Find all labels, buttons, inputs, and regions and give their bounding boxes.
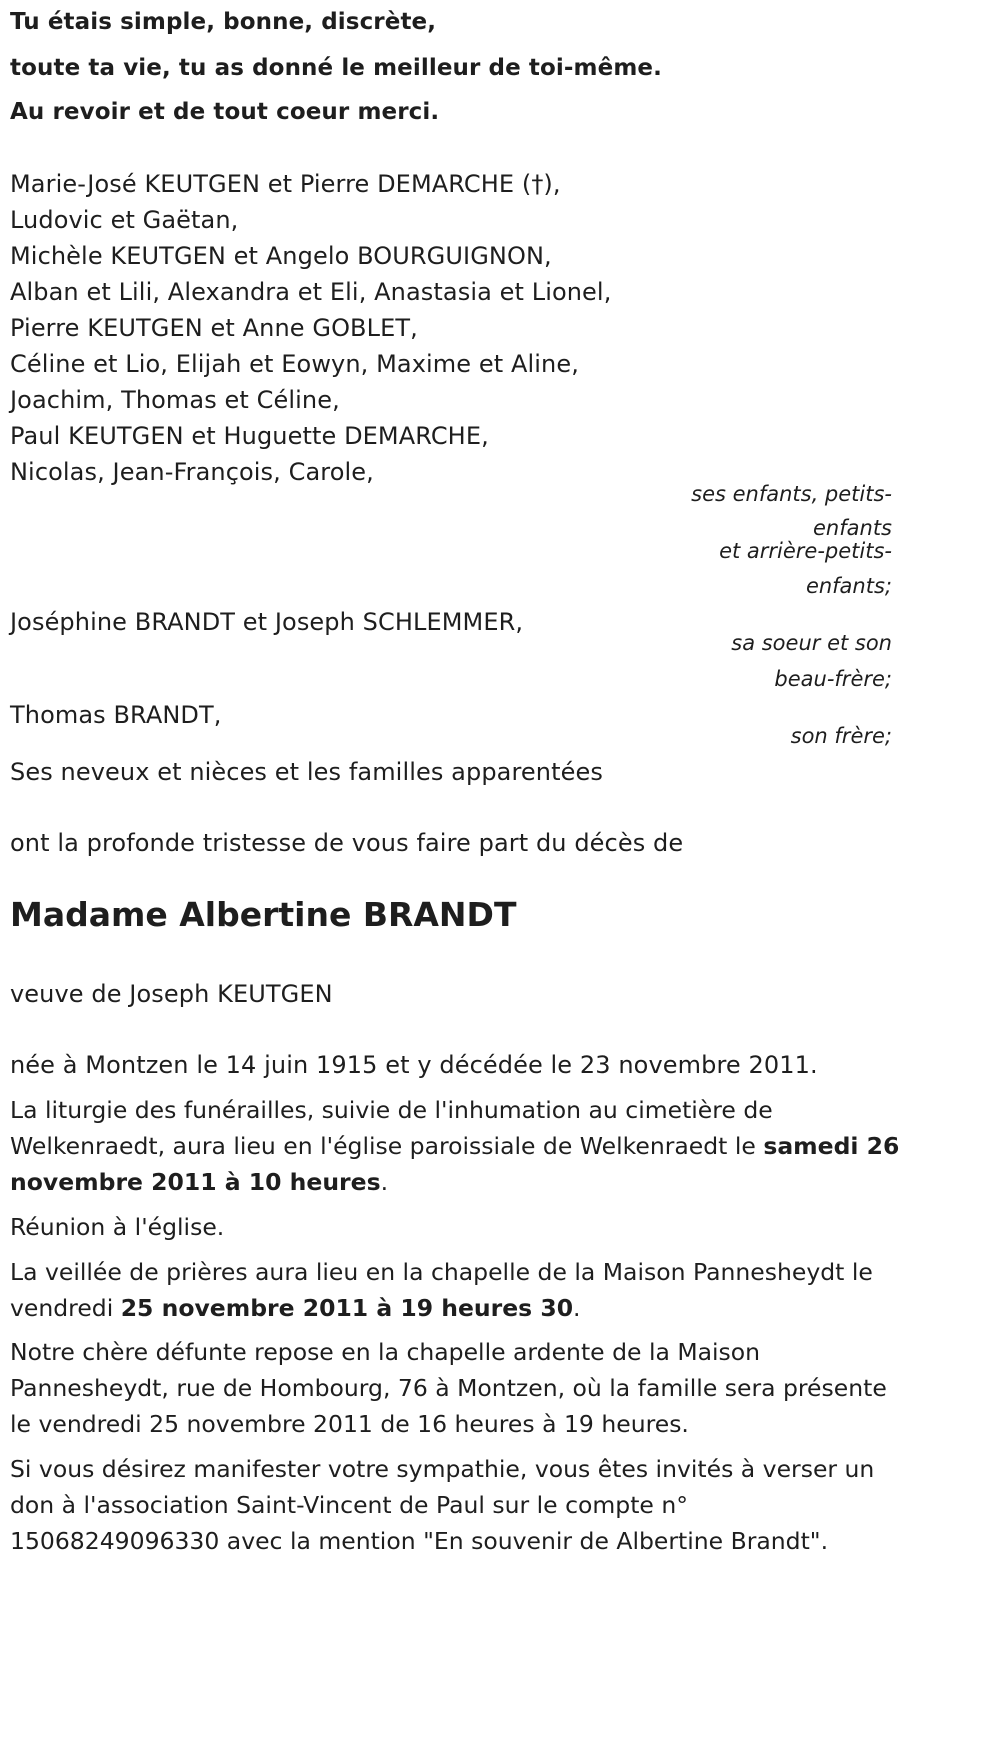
vigil-text: La veillée de prières aura lieu en la chapelle de la Maison Pannesheydt le vendredi: [10, 1258, 873, 1322]
family-line-3: Michèle KEUTGEN et Angelo BOURGUIGNON,: [10, 242, 552, 270]
vigil-end: .: [573, 1294, 581, 1322]
children-relation-4: enfants;: [805, 574, 892, 598]
deceased-name: Madame Albertine BRANDT: [10, 895, 517, 934]
family-line-4: Alban et Lili, Alexandra et Eli, Anastasia et Lionel,: [10, 278, 612, 306]
meeting-text: Réunion à l'église.: [10, 1213, 225, 1241]
family-line-2: Ludovic et Gaëtan,: [10, 206, 239, 234]
children-relation-1: ses enfants, petits-: [691, 482, 892, 506]
family-line-9: Nicolas, Jean-François, Carole,: [10, 458, 374, 486]
intro-line-2: toute ta vie, tu as donné le meilleur de toi-même.: [10, 55, 662, 81]
funeral-end: .: [380, 1168, 389, 1196]
vigil-paragraph: [10, 1254, 900, 1326]
birth-death: née à Montzen le 14 juin 1915 et y décédée le 23 novembre 2011.: [10, 1051, 818, 1079]
sister-relation-1: sa soeur et son: [731, 631, 892, 655]
intro-line-3: Au revoir et de tout coeur merci.: [10, 99, 440, 125]
widow-of: veuve de Joseph KEUTGEN: [10, 980, 333, 1008]
announcement: ont la profonde tristesse de vous faire part du décès de: [10, 829, 684, 857]
funeral-date: samedi 26 novembre 2011 à 10 heures: [10, 1132, 900, 1196]
family-others: Ses neveux et nièces et les familles apparentées: [10, 758, 603, 786]
family-line-1: Marie-José KEUTGEN et Pierre DEMARCHE (†),: [10, 170, 561, 198]
children-relation-3: et arrière-petits-: [719, 539, 892, 563]
family-line-5: Pierre KEUTGEN et Anne GOBLET,: [10, 314, 418, 342]
vigil-date: 25 novembre 2011 à 19 heures 30: [120, 1294, 574, 1322]
brother-relation: son frère;: [790, 724, 892, 748]
family-line-8: Paul KEUTGEN et Huguette DEMARCHE,: [10, 422, 489, 450]
funeral-paragraph: [10, 1092, 900, 1200]
sister-relation-2: beau-frère;: [774, 667, 892, 691]
brother-line: Thomas BRANDT,: [10, 701, 222, 729]
sympathy-paragraph: Si vous désirez manifester votre sympathie, vous êtes invités à verser un don à l'association Saint-Vincent de Paul sur le compte n° 15068249096330 avec la mention "En souvenir de Albertine Brandt".: [10, 1455, 875, 1555]
children-relation-2: enfants: [813, 516, 892, 540]
sister-line: Joséphine BRANDT et Joseph SCHLEMMER,: [10, 608, 524, 636]
family-line-6: Céline et Lio, Elijah et Eowyn, Maxime et Aline,: [10, 350, 579, 378]
family-line-7: Joachim, Thomas et Céline,: [10, 386, 340, 414]
funeral-text: La liturgie des funérailles, suivie de l'inhumation au cimetière de Welkenraedt, aura lieu en l'église paroissiale de Welkenraedt le: [10, 1096, 773, 1160]
intro-line-1: Tu étais simple, bonne, discrète,: [10, 9, 437, 35]
resting-paragraph: Notre chère défunte repose en la chapelle ardente de la Maison Pannesheydt, rue de Hombourg, 76 à Montzen, où la famille sera présente le vendredi 25 novembre 2011 de 16 heures à 19 heures.: [10, 1338, 887, 1438]
